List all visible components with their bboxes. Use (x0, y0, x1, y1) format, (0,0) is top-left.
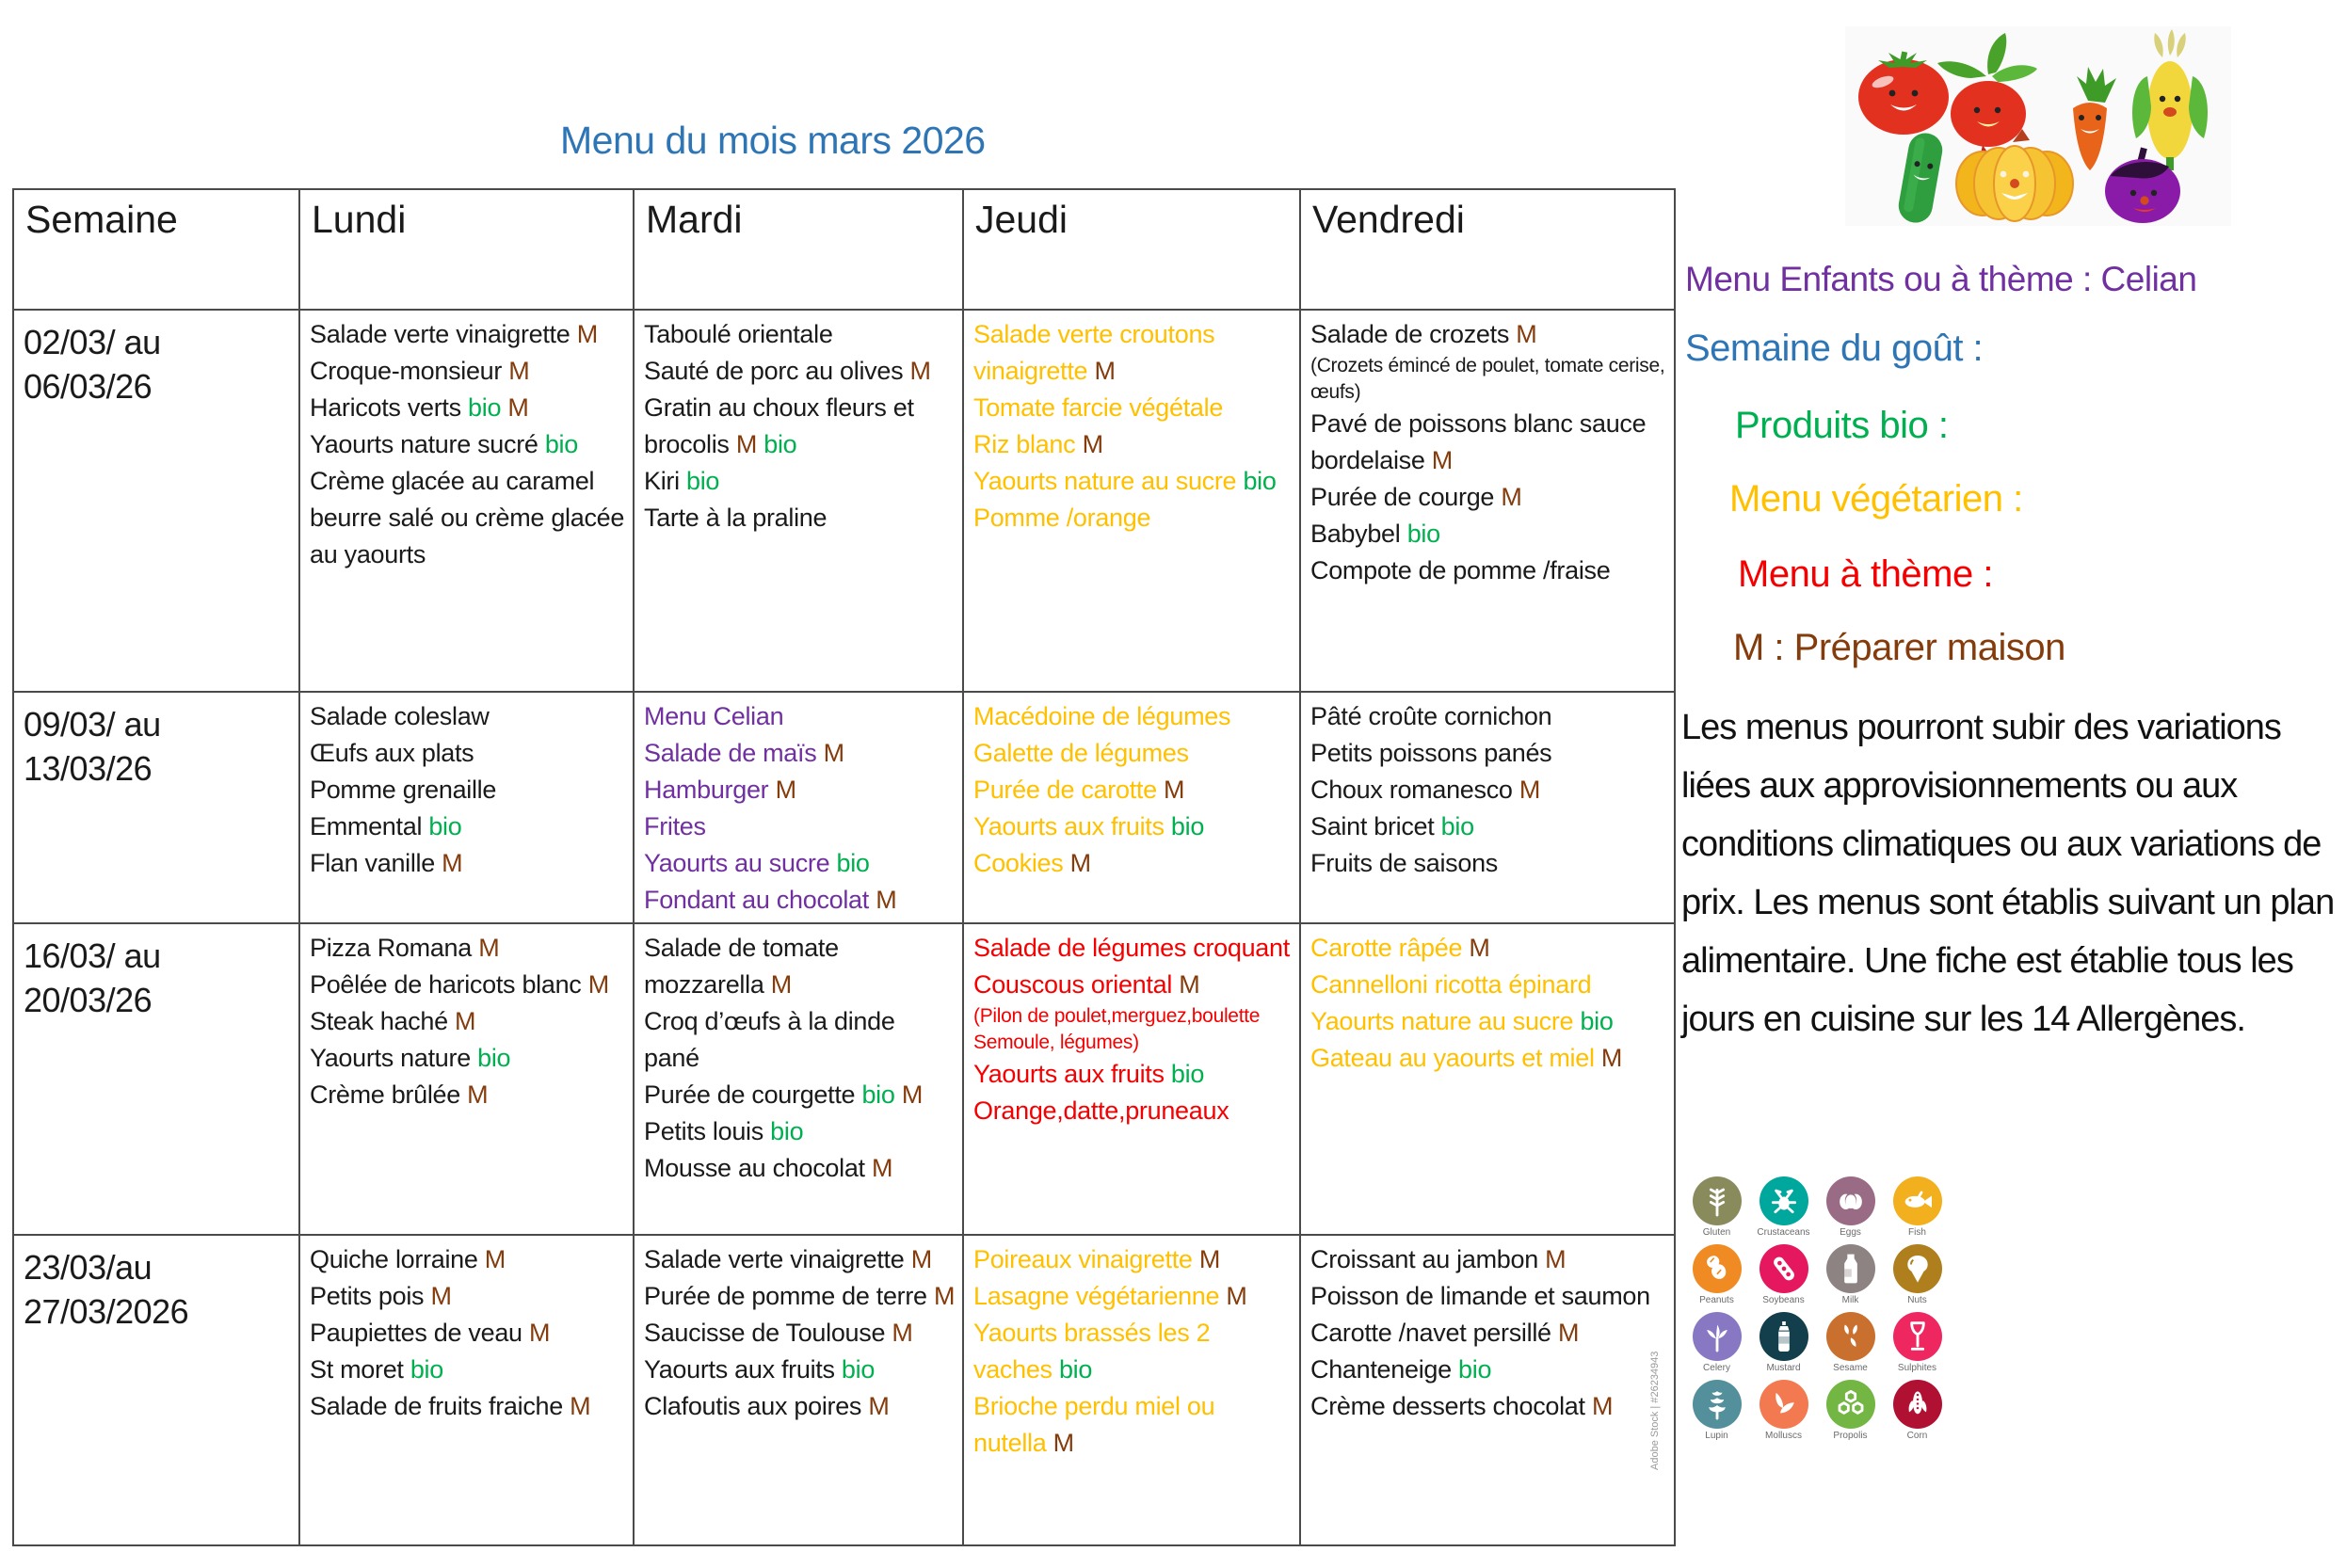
allergen-label: Crustaceans (1757, 1227, 1810, 1238)
menu-item: Hamburger M (644, 776, 796, 804)
week-dates: 16/03/ au 20/03/26 (13, 923, 299, 1235)
hazelnut-icon (1893, 1244, 1942, 1293)
menu-item: Pavé de poissons blanc sauce bordelaise M (1310, 409, 1647, 474)
week-dates: 02/03/ au 06/03/26 (13, 310, 299, 692)
legend-semaine-gout: Semaine du goût : (1685, 328, 1984, 369)
menu-item: Compote de pomme /fraise (1310, 556, 1611, 584)
menu-item: Mousse au chocolat M (644, 1154, 893, 1182)
menu-item: Purée de pomme de terre M (644, 1282, 956, 1310)
menu-item: Salade coleslaw (310, 702, 490, 730)
week-row-4 (13, 1235, 1675, 1545)
allergen-label: Nuts (1907, 1295, 1927, 1305)
menu-item: Croque-monsieur M (310, 357, 530, 385)
week-dates: 23/03/au 27/03/2026 (13, 1235, 299, 1545)
mustard-icon (1760, 1312, 1808, 1361)
allergen-label: Fish (1908, 1227, 1926, 1238)
menu-item: Tarte à la praline (644, 504, 828, 532)
lupin-icon (1693, 1380, 1742, 1429)
menu-item: Saint bricet bio (1310, 812, 1474, 840)
menu-item: Choux romanesco M (1310, 776, 1541, 804)
menu-item: Cookies M (973, 849, 1091, 877)
menu-cell-week2-vendredi (1300, 692, 1675, 923)
menu-item: Yaourts au sucre bio (644, 849, 870, 877)
menu-item: Fondant au chocolat M (644, 886, 897, 914)
allergen-gluten (1683, 1176, 1750, 1244)
mussel-icon (1760, 1380, 1808, 1429)
allergen-peanuts (1683, 1244, 1750, 1312)
allergen-sulphites (1884, 1312, 1951, 1380)
menu-item: Frites (644, 812, 706, 840)
allergen-icon-grid (1683, 1176, 1958, 1448)
menu-item: Cannelloni ricotta épinard (1310, 970, 1592, 999)
allergen-label: Sulphites (1897, 1363, 1937, 1373)
menu-item: Orange,datte,pruneaux (973, 1096, 1229, 1125)
radish-illustration (1937, 33, 2037, 162)
allergen-label: Gluten (1702, 1227, 1731, 1238)
celery-icon (1693, 1312, 1742, 1361)
menu-item: Croq d’œufs à la dinde pané (644, 1007, 895, 1072)
menu-item: Yaourts aux fruits bio (973, 1060, 1205, 1088)
menu-cell-week1-vendredi (1300, 310, 1675, 692)
allergen-molluscs (1750, 1380, 1817, 1448)
menu-cell-week2-jeudi (963, 692, 1300, 923)
column-header-mardi: Mardi (634, 189, 963, 310)
stock-watermark: Adobe Stock | #26234943 (1649, 1351, 1661, 1470)
week-dates: 09/03/ au 13/03/26 (13, 692, 299, 923)
menu-item: Saucisse de Toulouse M (644, 1319, 913, 1347)
menu-item: Carotte /navet persillé M (1310, 1319, 1580, 1347)
vegetables-clipart-image (1845, 26, 2231, 226)
allergen-fish (1884, 1176, 1951, 1244)
menu-item: Salade de maïs M (644, 739, 844, 767)
allergen-mustard (1750, 1312, 1817, 1380)
menu-cell-week1-lundi (299, 310, 634, 692)
legend-m-prepare-maison: M : Préparer maison (1733, 627, 2065, 668)
menu-item: Kiri bio (644, 467, 720, 495)
week-row-1 (13, 310, 1675, 692)
legend-menu-vegetarien: Menu végétarien : (1729, 478, 2023, 520)
cucumber-illustration (1896, 131, 1945, 226)
vegetables-clipart (1845, 26, 2231, 226)
menu-item: Salade de crozets M (1310, 320, 1537, 348)
menu-item: Sauté de porc au olives M (644, 357, 931, 385)
legend-produits-bio: Produits bio : (1735, 405, 1949, 446)
allergen-eggs (1817, 1176, 1884, 1244)
menu-item: Carotte râpée M (1310, 934, 1490, 962)
menu-item: (Pilon de poulet,merguez,boulette Semoule, légumes) (973, 1005, 1261, 1053)
allergen-label: Sesame (1833, 1363, 1868, 1373)
menu-cell-week3-lundi (299, 923, 634, 1235)
menu-item: Chanteneige bio (1310, 1355, 1492, 1384)
menu-item: Pomme /orange (973, 504, 1151, 532)
allergen-label: Peanuts (1699, 1295, 1734, 1305)
allergen-milk (1817, 1244, 1884, 1312)
menu-item: Salade verte vinaigrette M (644, 1245, 932, 1273)
page-title: Menu du mois mars 2026 (560, 119, 986, 162)
menu-item: Macédoine de légumes (973, 702, 1231, 730)
peanut-icon (1693, 1244, 1742, 1293)
allergen-label: Molluscs (1765, 1431, 1802, 1441)
menu-cell-week4-lundi (299, 1235, 634, 1545)
menu-item: Babybel bio (1310, 520, 1440, 548)
menu-item: Gateau au yaourts et miel M (1310, 1044, 1623, 1072)
menu-item: Crème brûlée M (310, 1080, 489, 1109)
menu-cell-week1-jeudi (963, 310, 1300, 692)
menu-item: Galette de légumes (973, 739, 1189, 767)
menu-item: Steak haché M (310, 1007, 476, 1035)
menu-item: Petits louis bio (644, 1117, 804, 1145)
allergen-label: Milk (1841, 1295, 1859, 1305)
allergen-nuts (1884, 1244, 1951, 1312)
honeycomb-icon (1826, 1380, 1875, 1429)
menu-item: (Crozets émincé de poulet, tomate cerise, œufs) (1310, 355, 1665, 403)
sesame-icon (1826, 1312, 1875, 1361)
column-header-jeudi: Jeudi (963, 189, 1300, 310)
allergen-sesame (1817, 1312, 1884, 1380)
notice-paragraph: Les menus pourront subir des variations liées aux approvisionnements ou aux conditions climatiques ou aux variations de prix. Les menus sont établis suivant un plan alimentaire. Une fiche est établie tous les jours en cuisine sur les 14 Allergènes. (1681, 708, 2335, 1039)
allergen-propolis (1817, 1380, 1884, 1448)
menu-item: Yaourts aux fruits bio (973, 812, 1205, 840)
allergen-label: Propolis (1833, 1431, 1868, 1441)
menu-item: Salade verte croutons vinaigrette M (973, 320, 1215, 385)
wine-icon (1893, 1312, 1942, 1361)
menu-item: Paupiettes de veau M (310, 1319, 551, 1347)
menu-item: Riz blanc M (973, 430, 1103, 458)
crustacean-icon (1760, 1176, 1808, 1225)
legend-menu-enfants: Menu Enfants ou à thème : Celian (1685, 260, 2197, 298)
menu-item: Salade de légumes croquant (973, 934, 1290, 962)
allergen-crustaceans (1750, 1176, 1817, 1244)
allergen-lupin (1683, 1380, 1750, 1448)
menu-cell-week4-vendredi (1300, 1235, 1675, 1545)
menu-item: Crème glacée au caramel beurre salé ou crème glacée au yaourts (310, 467, 625, 568)
menu-item: Clafoutis aux poires M (644, 1392, 890, 1420)
menu-item: St moret bio (310, 1355, 443, 1384)
menu-cell-week4-mardi (634, 1235, 963, 1545)
menu-item: Poireaux vinaigrette M (973, 1245, 1221, 1273)
menu-item: Quiche lorraine M (310, 1245, 506, 1273)
corn-icon (1893, 1380, 1942, 1429)
menu-item: Crème desserts chocolat M (1310, 1392, 1614, 1420)
menu-cell-week3-mardi (634, 923, 963, 1235)
column-header-vendredi: Vendredi (1300, 189, 1675, 310)
allergen-celery (1683, 1312, 1750, 1380)
menu-item: Yaourts aux fruits bio (644, 1355, 876, 1384)
legend-menu-theme: Menu à thème : (1738, 553, 1993, 595)
menu-item: Yaourts brassés les 2 vaches bio (973, 1319, 1211, 1384)
menu-item: Purée de carotte M (973, 776, 1185, 804)
menu-item: Lasagne végétarienne M (973, 1282, 1247, 1310)
eggs-icon (1826, 1176, 1875, 1225)
menu-item: Salade de fruits fraiche M (310, 1392, 591, 1420)
allergen-label: Lupin (1705, 1431, 1728, 1441)
menu-item: Pâté croûte cornichon (1310, 702, 1552, 730)
week-row-2 (13, 692, 1675, 923)
menu-item: Salade de tomate mozzarella M (644, 934, 839, 999)
menu-item: Taboulé orientale (644, 320, 833, 348)
menu-item: Purée de courgette bio M (644, 1080, 924, 1109)
menu-cell-week3-jeudi (963, 923, 1300, 1235)
menu-item: Salade verte vinaigrette M (310, 320, 598, 348)
menu-item: Brioche perdu miel ou nutella M (973, 1392, 1215, 1457)
menu-item: Poisson de limande et saumon (1310, 1282, 1650, 1310)
fish-icon (1893, 1176, 1942, 1225)
menu-item: Yaourts nature au sucre bio (973, 467, 1277, 495)
tomato-illustration (1858, 52, 1949, 135)
menu-item: Poêlée de haricots blanc M (310, 970, 609, 999)
allergen-label: Celery (1703, 1363, 1730, 1373)
menu-item: Emmental bio (310, 812, 462, 840)
menu-item: Tomate farcie végétale (973, 393, 1224, 422)
menu-item: Couscous oriental M (973, 970, 1200, 999)
menu-item: Gratin au choux fleurs et brocolis M bio (644, 393, 914, 458)
menu-cell-week2-lundi (299, 692, 634, 923)
menu-table-container (12, 188, 1676, 1546)
allergen-label: Eggs (1840, 1227, 1861, 1238)
menu-item: Yaourts nature bio (310, 1044, 511, 1072)
column-header-lundi: Lundi (299, 189, 634, 310)
soybean-icon (1760, 1244, 1808, 1293)
menu-cell-week2-mardi (634, 692, 963, 923)
menu-item: Petits pois M (310, 1282, 452, 1310)
allergen-soybeans (1750, 1244, 1817, 1312)
menu-item: Œufs aux plats (310, 739, 474, 767)
milk-icon (1826, 1244, 1875, 1293)
menu-cell-week4-jeudi (963, 1235, 1300, 1545)
wheat-icon (1693, 1176, 1742, 1225)
menu-table (12, 188, 1676, 1546)
menu-item: Croissant au jambon M (1310, 1245, 1567, 1273)
allergen-label: Corn (1906, 1431, 1928, 1441)
menu-item: Flan vanille M (310, 849, 463, 877)
menu-item: Pizza Romana M (310, 934, 500, 962)
menu-item: Yaourts nature sucré bio (310, 430, 578, 458)
menu-item: Haricots verts bio M (310, 393, 529, 422)
allergen-label: Soybeans (1762, 1295, 1805, 1305)
menu-item: Petits poissons panés (1310, 739, 1552, 767)
menu-item: Pomme grenaille (310, 776, 497, 804)
menu-item: Purée de courge M (1310, 483, 1522, 511)
week-row-3 (13, 923, 1675, 1235)
menu-cell-week1-mardi (634, 310, 963, 692)
menu-item: Menu Celian (644, 702, 784, 730)
carrot-illustration (2073, 67, 2116, 170)
column-header-semaine: Semaine (13, 189, 299, 310)
allergen-label: Mustard (1766, 1363, 1801, 1373)
menu-cell-week3-vendredi (1300, 923, 1675, 1235)
allergen-corn (1884, 1380, 1951, 1448)
menu-item: Fruits de saisons (1310, 849, 1498, 877)
menu-item: Yaourts nature au sucre bio (1310, 1007, 1614, 1035)
